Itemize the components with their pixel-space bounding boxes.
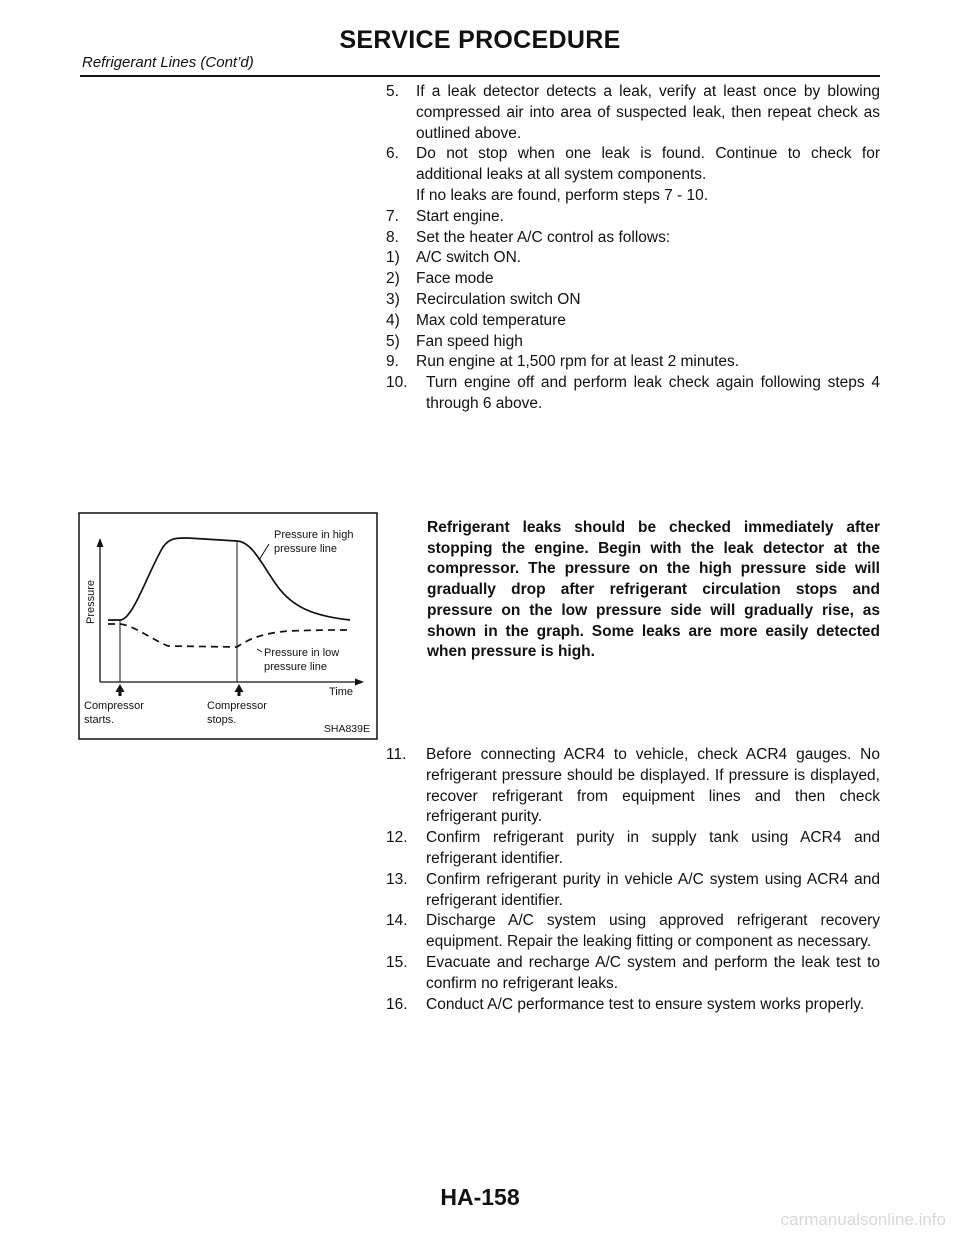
step-6: 6. Do not stop when one leak is found. Continue to check for additional leaks at all system components. bbox=[386, 145, 880, 184]
page-title: SERVICE PROCEDURE bbox=[339, 26, 621, 54]
y-axis-label: Pressure bbox=[85, 579, 97, 624]
step-8-sub-3: 3) Recirculation switch ON bbox=[386, 290, 581, 308]
pressure-graph bbox=[78, 512, 378, 740]
step-7: 7. Start engine. bbox=[386, 207, 504, 225]
step-14: 14. Discharge A/C system using approved refrigerant recovery equipment. Repair the leaking fitting or component as necessary. bbox=[386, 912, 880, 951]
steps-top-list bbox=[386, 82, 880, 415]
step-8-sub-2: 2) Face mode bbox=[386, 270, 494, 288]
start-arrow-head bbox=[116, 684, 125, 692]
step-8-sub-5: 5) Fan speed high bbox=[386, 332, 523, 350]
high-label-line2: pressure line bbox=[274, 543, 337, 555]
stop-label-line2: stops. bbox=[207, 714, 237, 726]
step-11: 11. Before connecting ACR4 to vehicle, check ACR4 gauges. No refrigerant pressure should be displayed. If pressure is displayed, recover refrigerant from equipment lines and then check refrigerant purity. bbox=[386, 746, 880, 826]
step-12: 12. Confirm refrigerant purity in supply tank using ACR4 and refrigerant identifier. bbox=[386, 829, 880, 867]
high-label-line1: Pressure in high bbox=[274, 529, 354, 541]
step-9: 9. Run engine at 1,500 rpm for at least 2 minutes. bbox=[386, 353, 740, 371]
low-pressure-curve bbox=[108, 624, 350, 647]
low-label-line1: Pressure in low bbox=[264, 647, 340, 659]
page-header bbox=[0, 0, 960, 80]
low-label-line2: pressure line bbox=[264, 661, 327, 673]
stop-arrow-head bbox=[235, 684, 244, 692]
step-15: 15. Evacuate and recharge A/C system and perform the leak test to confirm no refrigerant leaks. bbox=[386, 953, 880, 992]
section-subtitle: Refrigerant Lines (Cont’d) bbox=[82, 54, 254, 71]
leak-check-note: Refrigerant leaks should be checked immediately after stopping the engine. Begin with the leak detector at the compressor. The pressure on the high pressure side will gradually drop after refrigerant circulation stops and pressure on the low pressure side will gradually rise, as shown in the graph. Some leaks are more easily detected when pressure is high. bbox=[427, 519, 880, 661]
y-axis-arrow bbox=[97, 538, 104, 547]
start-label-line1: Compressor bbox=[84, 700, 144, 712]
step-13: 13. Confirm refrigerant purity in vehicle A/C system using ACR4 and refrigerant identifier. bbox=[386, 870, 880, 909]
figure-code: SHA839E bbox=[323, 723, 370, 735]
step-8: 8. Set the heater A/C control as follows: bbox=[386, 228, 671, 246]
step-8-sub-1: 1) A/C switch ON. bbox=[386, 249, 522, 267]
watermark: carmanualsonline.info bbox=[780, 1210, 946, 1229]
step-16: 16. Conduct A/C performance test to ensure system works properly. bbox=[386, 995, 865, 1013]
x-axis-arrow bbox=[355, 679, 364, 686]
high-label-leader bbox=[259, 544, 269, 560]
pressure-graph-figure bbox=[78, 512, 378, 740]
step-5: 5. If a leak detector detects a leak, verify at least once by blowing compressed air into area of suspected leak, then repeat check as outlined above. bbox=[386, 83, 880, 142]
step-10: 10. Turn engine off and perform leak check again following steps 4 through 6 above. bbox=[386, 374, 880, 412]
start-label-line2: starts. bbox=[84, 714, 114, 726]
x-axis-label: Time bbox=[329, 686, 354, 698]
low-label-leader bbox=[257, 649, 262, 652]
step-6-note: If no leaks are found, perform steps 7 - 10. bbox=[416, 186, 709, 204]
steps-bottom-list bbox=[386, 745, 880, 1015]
header-rule bbox=[80, 75, 880, 77]
page-number: HA-158 bbox=[440, 1184, 520, 1210]
step-8-sub-4: 4) Max cold temperature bbox=[386, 311, 566, 329]
stop-label-line1: Compressor bbox=[207, 700, 267, 712]
